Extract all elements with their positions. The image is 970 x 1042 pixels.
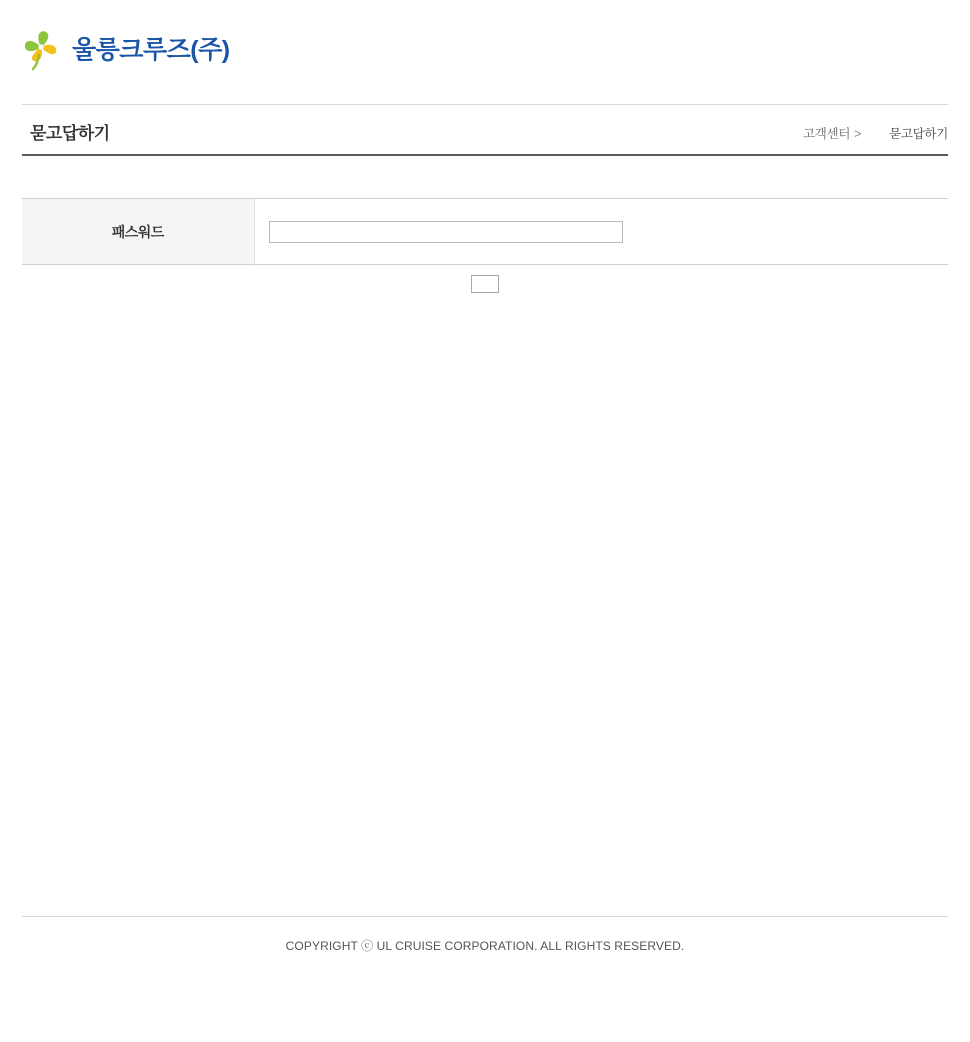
copyright-text: COPYRIGHT ⓒ UL CRUISE CORPORATION. ALL RIGHTS RESERVED.	[285, 939, 685, 953]
pinwheel-flower-logo-icon	[22, 28, 62, 72]
table-row	[22, 199, 948, 265]
content-area	[22, 156, 948, 297]
site-header	[0, 0, 970, 104]
breadcrumb-current: 묻고답하기	[889, 127, 948, 141]
site-footer	[22, 916, 948, 954]
button-row	[22, 265, 948, 297]
breadcrumb-parent[interactable]: 고객센터	[803, 127, 851, 141]
site-logo-link[interactable]	[22, 28, 230, 72]
password-input[interactable]	[269, 221, 623, 243]
page-title-bar	[22, 104, 948, 156]
logo-text-suffix: (주)	[190, 35, 230, 64]
content-spacer	[22, 156, 948, 198]
logo-text	[72, 35, 230, 64]
password-label: 패스워드	[22, 199, 254, 265]
page-title: 묻고답하기	[30, 124, 110, 143]
logo-text-main: 울릉크루즈	[72, 35, 191, 64]
breadcrumb	[803, 124, 948, 142]
password-form-table	[22, 198, 948, 265]
confirm-button[interactable]	[471, 275, 499, 293]
breadcrumb-separator-icon: >	[854, 127, 862, 141]
password-cell	[254, 199, 948, 265]
